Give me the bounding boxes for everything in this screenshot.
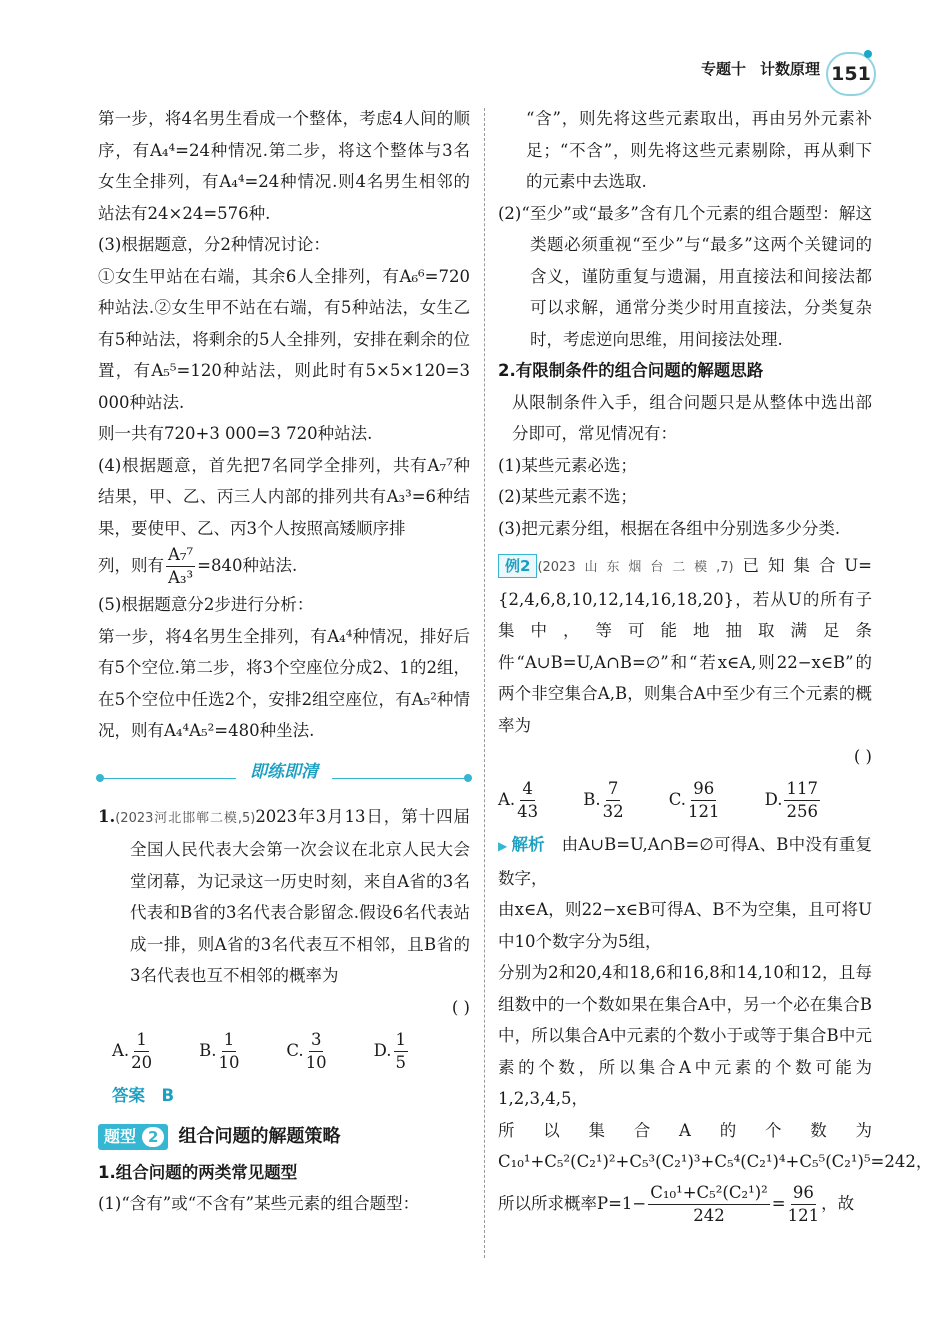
column-divider — [484, 108, 485, 1258]
solution-step-3: 分别为2和20,4和18,6和16,8和14,10和12，且每组数中的一个数如果在集合A中，另一个必在集合B中，所以集合A中元素的个数小于或等于集合B中元素的个数，所以集合A中元素的个数可能为1,2,3,4,5， — [498, 963, 872, 1108]
ratio-fraction: $\frac{\text{A₇⁷}}{\text{A₃³}}$ — [168, 545, 194, 587]
solution-label: ▶ 解析 — [498, 835, 545, 854]
example-blank-row — [498, 741, 872, 772]
option-b[interactable]: B. $\frac{7}{32}$ — [583, 779, 624, 821]
solution-step-1: ▶ 解析 由A∪B=U,A∩B=∅可得A、B中没有重复数字， — [498, 829, 872, 894]
topic-type-title: 组合问题的解题策略 — [178, 1126, 341, 1147]
part3-heading: (3)根据题意，分2种情况讨论： — [98, 235, 330, 254]
left-column — [98, 103, 470, 1220]
question-1: 1.(2023河北邯郸二模,5)2023年3月13日，第十四届全国人民代表大会第一次会议在北京人民大会堂闭幕，为记录这一历史时刻，来自A省的3名代表和B省的3名代表合影留念.假设6名代表站成一排，则A省的3名代表互不相邻，且B省的3名代表也互不相邻的概率为 — [98, 806, 470, 985]
item-1-continued: “含”，则先将这些元素取出，再由另外元素补足；“不含”，则先将这些元素剔除，再从剩下的元素中去选取. — [526, 109, 872, 191]
option-c[interactable]: C. $\frac{96}{121}$ — [668, 779, 720, 821]
right-column — [498, 103, 933, 1227]
example-2 — [498, 550, 872, 741]
rule-dot-icon — [96, 774, 104, 782]
question-source: (2023河北邯郸二模,5) — [115, 810, 256, 826]
option-d[interactable]: D. $\frac{117}{256}$ — [764, 779, 818, 821]
answer-blank: ( ) — [451, 997, 470, 1017]
part4-result: 列，则有 $\frac{\text{A₇⁷}}{\text{A₃³}}$ =840种站法. — [98, 545, 298, 587]
result-fraction: $\frac{96}{121}$ — [787, 1182, 820, 1225]
item-2: (2)“至少”或“最多”含有几个元素的组合题型：解这类题必须重视“至少”与“最多”这两个关键词的含义，谨防重复与遗漏，用直接法和间接法都可以求解，通常分类少时用直接法，分类复杂时，考虑逆向思维，用间接法处理. — [498, 203, 872, 349]
solution-step-4: 所以集合A的个数为C₁₀¹+C₅²(C₂¹)²+C₅³(C₂¹)³+C₅⁴(C₂¹)⁴+C₅⁵(C₂¹)⁵=242， — [498, 1120, 933, 1171]
chapter-label: 专题十 — [700, 60, 746, 78]
solution-step-paragraph: 第一步，将4名男生看成一个整体，考虑4人间的顺序，有A₄⁴=24种情况.第二步，将这个整体与3名女生全排列，有A₄⁴=24种情况.则4名男生相邻的站法有24×24=576种. — [98, 109, 470, 223]
page-number-dot-icon — [864, 50, 872, 58]
option-a[interactable]: A. $\frac{1}{20}$ — [112, 1029, 153, 1072]
part5-heading: (5)根据题意分2步进行分析： — [98, 595, 314, 614]
example-label: 例2 — [498, 554, 537, 578]
example-text: 已知集合U={2,4,6,8,10,12,14,16,18,20}，若从U的所有子集中，等可能地抽取满足条件“A∪B=U,A∩B=∅”和“若x∈A,则22−x∈B”的两个非空集合A,B，则集合A中至少有三个元素的概率为 — [498, 556, 873, 735]
section-title: 即练即清 — [236, 757, 332, 789]
option-a[interactable]: A. $\frac{4}{43}$ — [498, 779, 539, 821]
part3-cases: ①女生甲站在右端，其余6人全排列，有A₆⁶=720种站法.②女生甲不站在右端，有5种站法，女生乙有5种站法，将剩余的5人全排列，安排在剩余的位置，有A₅⁵=120种站法，则此时有5×5×120=3 000种站法. — [98, 266, 470, 412]
topic-type-header — [98, 1121, 470, 1153]
option-b[interactable]: B. $\frac{1}{10}$ — [199, 1029, 240, 1072]
answer-blank-row — [98, 992, 470, 1023]
example-source: (2023山东烟台二模,7) — [537, 560, 734, 575]
answer-label: 答案 B — [112, 1085, 175, 1105]
example-options — [498, 778, 872, 823]
probability-fraction: $\frac{\text{C₁₀¹+C₅²(C₂¹)²}}{242}$ — [650, 1182, 768, 1225]
solution-step-2: 由x∈A，则22−x∈B可得A、B不为空集，且可将U中10个数字分为5组， — [498, 900, 872, 951]
solution-step-5: 所以所求概率P=1− $\frac{\text{C₁₀¹+C₅²(C₂¹)²}}{242}$ = $\frac{96}{121}$ ，故 — [498, 1182, 855, 1225]
part4-paragraph: (4)根据题意，首先把7名同学全排列，共有A₇⁷种结果，甲、乙、丙三人内部的排列共有A₃³=6种结果，要使甲、乙、丙3个人按照高矮顺序排 — [98, 455, 470, 538]
option-c[interactable]: C. $\frac{3}{10}$ — [286, 1029, 327, 1072]
case-2: (2)某些元素不选； — [498, 487, 637, 506]
rule-dot-icon — [464, 774, 472, 782]
subheading-1: 1.组合问题的两类常见题型 — [98, 1162, 298, 1182]
subheading-2: 2.有限制条件的组合问题的解题思路 — [498, 361, 764, 380]
part3-total: 则一共有720+3 000=3 720种站法. — [98, 424, 373, 443]
case-3: (3)把元素分组，根据在各组中分别选多少分类. — [498, 518, 841, 538]
case-1: (1)某些元素必选； — [498, 455, 637, 475]
page-number: 151 — [826, 52, 876, 96]
running-header — [701, 58, 820, 79]
option-d[interactable]: D. $\frac{1}{5}$ — [373, 1029, 406, 1072]
question-options — [98, 1029, 470, 1074]
practice-section-header — [98, 755, 470, 797]
question-text: 2023年3月13日，第十四届全国人民代表大会第一次会议在北京人民大会堂闭幕，为记录这一历史时刻，来自A省的3名代表和B省的3名代表合影留念.假设6名代表站成一排，则A省的3名代表互不相邻，且B省的3名代表也互不相邻的概率为 — [130, 806, 470, 985]
part5-paragraph: 第一步，将4名男生全排列，有A₄⁴种情况，排好后有5个空位.第二步，将3个空座位分成2、1的2组，在5个空位中任选2个，安排2组空座位，有A₅²种情况，则有A₄⁴A₅²=480种坐法. — [98, 626, 470, 740]
topic-type-badge: 题型 2 — [98, 1124, 168, 1150]
chapter-title: 计数原理 — [759, 60, 820, 78]
subheading-2-intro: 从限制条件入手，组合问题只是从整体中选出部分即可，常见情况有： — [512, 392, 872, 443]
subheading-1-item-1: (1)“含有”或“不含有”某些元素的组合题型： — [98, 1194, 420, 1213]
answer-blank: ( ) — [853, 747, 872, 766]
